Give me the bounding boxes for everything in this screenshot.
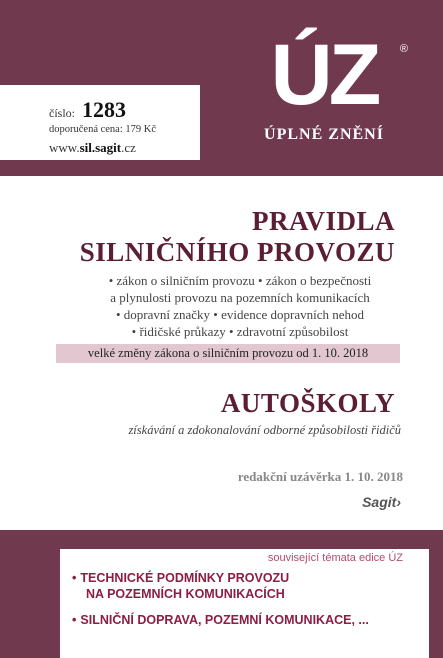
related-item: • SILNIČNÍ DOPRAVA, POZEMNÍ KOMUNIKACE, ... [72, 613, 369, 627]
secondary-title: AUTOŠKOLY [220, 388, 395, 418]
website[interactable]: www.sil.sagit.cz [49, 140, 136, 155]
related-item: • TECHNICKÉ PODMÍNKY PROVOZU NA POZEMNÍCH KOMUNIKACÍCH [72, 571, 290, 601]
main-title-line2: SILNIČNÍHO PROVOZU [79, 237, 395, 267]
issue-label: číslo: [49, 106, 75, 120]
bullet-icon: • [72, 571, 77, 585]
topics-list [70, 272, 410, 340]
related-label: související témata edice ÚZ [267, 552, 403, 564]
publisher-logo: Sagit› [362, 494, 401, 510]
editorial-deadline: redakční uzávěrka 1. 10. 2018 [237, 469, 403, 484]
main-title-line1: PRAVIDLA [251, 206, 395, 236]
main-title [80, 206, 395, 268]
topic-line: • řidičské průkazy • zdravotní způsobilost [131, 324, 349, 339]
topic-line: • zákon o silničním provozu • zákon o bezpečnosti [108, 273, 372, 288]
arrow-icon: › [396, 494, 401, 510]
brand-logo [244, 18, 408, 168]
price: doporučená cena: 179 Kč [49, 124, 156, 135]
topic-line: a plynulosti provozu na pozemních komunikacích [110, 290, 370, 305]
highlight-banner: velké změny zákona o silničním provozu od 1. 10. 2018 [56, 344, 400, 363]
issue-value: 1283 [82, 97, 126, 122]
issue-number [49, 97, 126, 123]
brand-subtitle: ÚPLNÉ ZNĚNÍ [264, 126, 384, 143]
registered-mark: ® [399, 43, 408, 55]
secondary-description: získávání a zdokonalování odborné způsobilosti řidičů [128, 423, 401, 437]
topic-line: • dopravní značky • evidence dopravních nehod [115, 307, 365, 322]
bullet-icon: • [72, 613, 77, 627]
related-box [60, 549, 429, 658]
brand-logo-text: ÚZ [270, 27, 378, 123]
